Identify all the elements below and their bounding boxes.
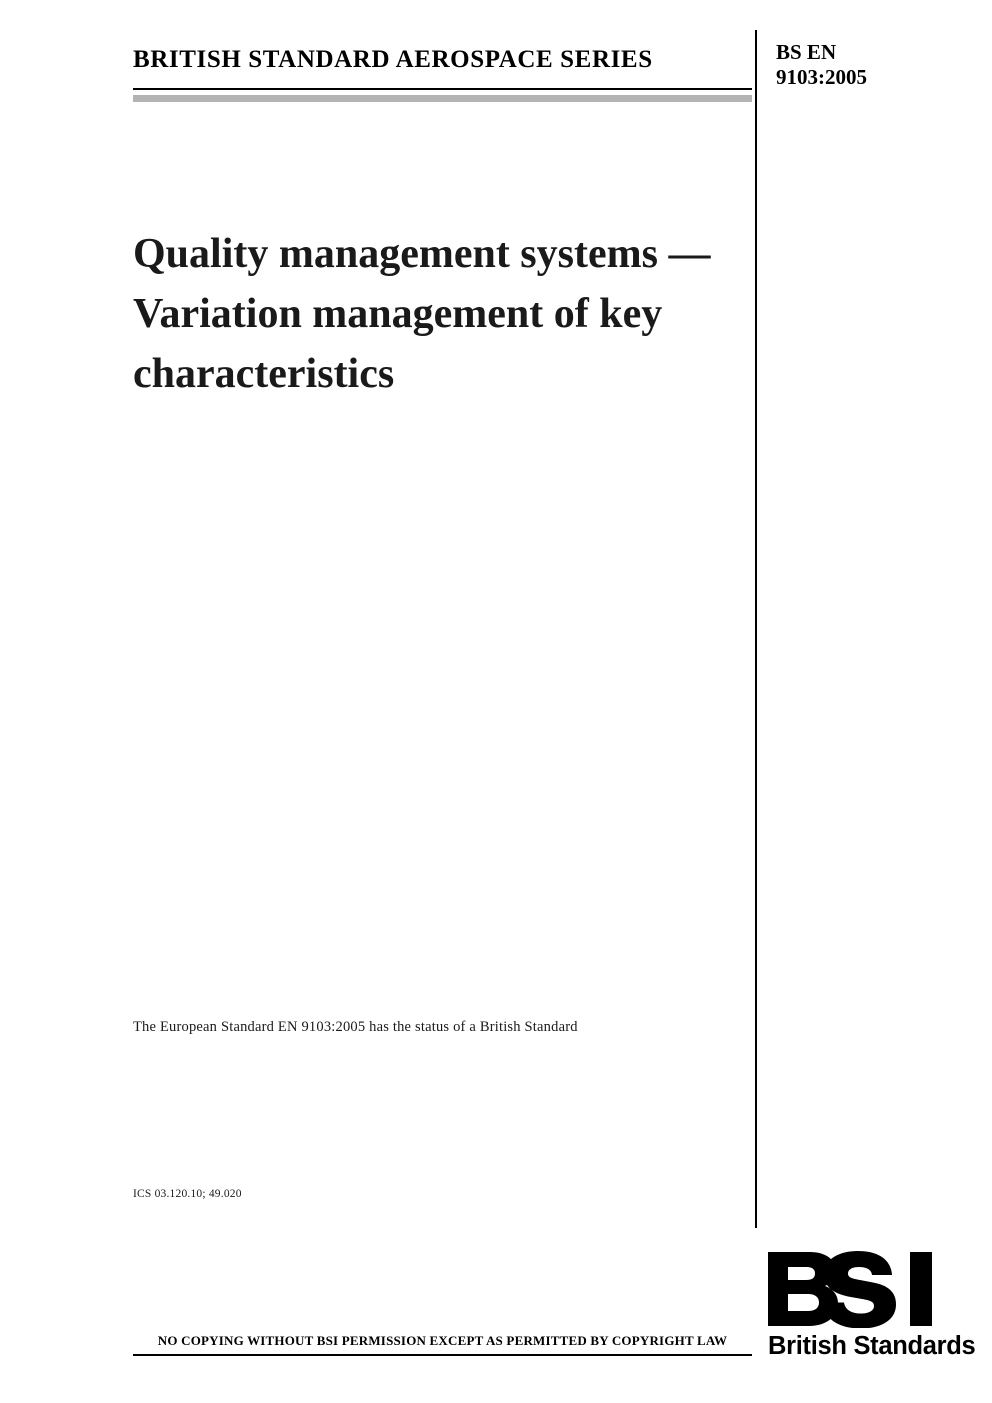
page-title: Quality management systems — Variation management of key characteristics xyxy=(133,231,711,398)
series-title: BRITISH STANDARD AEROSPACE SERIES xyxy=(133,46,653,73)
ics-code: ICS 03.120.10; 49.020 xyxy=(133,1188,242,1200)
copyright-note: NO COPYING WITHOUT BSI PERMISSION EXCEPT AS PERMITTED BY COPYRIGHT LAW xyxy=(157,1333,728,1348)
document-number-line-1: BS EN xyxy=(776,40,837,64)
status-note: The European Standard EN 9103:2005 has the status of a British Standard xyxy=(133,1019,578,1035)
header-rule-thick xyxy=(133,95,752,102)
footer-rule xyxy=(133,1354,752,1356)
document-number-line-2: 9103:2005 xyxy=(776,65,867,89)
header-rule-thin xyxy=(133,88,752,90)
bsi-logo xyxy=(766,1250,976,1370)
document-number xyxy=(776,40,976,90)
bsi-logo-icon xyxy=(766,1250,956,1328)
bsi-wordmark: British Standards xyxy=(768,1332,976,1360)
vertical-divider xyxy=(755,30,757,1228)
